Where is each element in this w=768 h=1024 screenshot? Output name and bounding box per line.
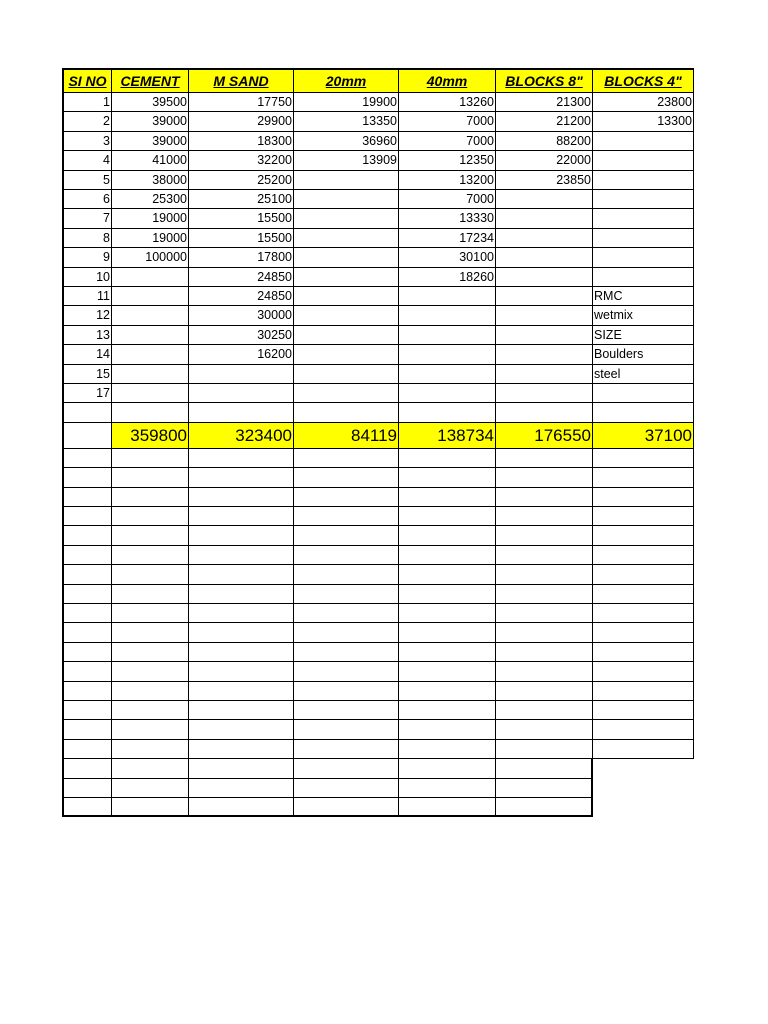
table-cell[interactable]: 22000 [496, 151, 593, 170]
empty-cell[interactable] [593, 585, 694, 604]
table-cell[interactable] [496, 326, 593, 345]
empty-cell[interactable] [496, 585, 593, 604]
table-cell[interactable]: Boulders [593, 345, 694, 364]
table-cell[interactable]: 12350 [399, 151, 496, 170]
empty-cell[interactable] [294, 759, 399, 778]
empty-cell[interactable] [496, 623, 593, 642]
table-cell[interactable] [294, 287, 399, 306]
empty-cell[interactable] [294, 526, 399, 545]
table-cell[interactable]: 7000 [399, 132, 496, 151]
empty-cell[interactable] [189, 526, 294, 545]
table-cell[interactable]: 25200 [189, 171, 294, 190]
table-cell[interactable]: 21200 [496, 112, 593, 131]
empty-cell[interactable] [294, 662, 399, 681]
table-cell[interactable] [496, 306, 593, 325]
empty-cell[interactable] [294, 449, 399, 468]
table-cell[interactable]: 10 [62, 268, 112, 287]
empty-cell[interactable] [294, 701, 399, 720]
empty-cell[interactable] [399, 604, 496, 623]
empty-cell[interactable] [189, 565, 294, 584]
empty-cell[interactable] [62, 759, 112, 778]
empty-cell[interactable] [112, 488, 189, 507]
table-cell[interactable] [112, 306, 189, 325]
empty-cell[interactable] [62, 449, 112, 468]
empty-cell[interactable] [62, 604, 112, 623]
empty-cell[interactable] [399, 682, 496, 701]
empty-cell[interactable] [496, 565, 593, 584]
empty-cell[interactable] [294, 740, 399, 759]
empty-cell[interactable] [294, 585, 399, 604]
empty-cell[interactable] [496, 643, 593, 662]
table-cell[interactable]: 21300 [496, 93, 593, 112]
table-cell[interactable]: 1 [62, 93, 112, 112]
empty-cell[interactable] [189, 546, 294, 565]
table-cell[interactable]: 13200 [399, 171, 496, 190]
empty-cell[interactable] [294, 507, 399, 526]
empty-cell[interactable] [62, 468, 112, 487]
table-cell[interactable] [496, 229, 593, 248]
table-cell[interactable]: 100000 [112, 248, 189, 267]
table-cell[interactable]: 8 [62, 229, 112, 248]
empty-cell[interactable] [496, 662, 593, 681]
table-cell[interactable] [294, 190, 399, 209]
table-cell[interactable]: 18300 [189, 132, 294, 151]
header-cell[interactable]: BLOCKS 4" [593, 68, 694, 93]
empty-cell[interactable] [593, 565, 694, 584]
table-cell[interactable] [112, 384, 189, 403]
empty-cell[interactable] [112, 449, 189, 468]
table-cell[interactable]: 19000 [112, 209, 189, 228]
table-cell[interactable] [294, 365, 399, 384]
empty-cell[interactable] [399, 740, 496, 759]
table-cell[interactable] [294, 229, 399, 248]
spreadsheet [62, 68, 694, 820]
empty-cell[interactable] [189, 468, 294, 487]
empty-cell[interactable] [399, 643, 496, 662]
total-cell[interactable]: 37100 [593, 423, 694, 449]
empty-cell[interactable] [399, 798, 496, 817]
empty-cell[interactable] [112, 701, 189, 720]
table-cell[interactable] [294, 171, 399, 190]
table-cell[interactable] [189, 365, 294, 384]
empty-cell[interactable] [62, 526, 112, 545]
table-cell[interactable] [62, 403, 112, 422]
table-cell[interactable]: 15500 [189, 209, 294, 228]
empty-cell[interactable] [294, 488, 399, 507]
table-cell[interactable] [593, 229, 694, 248]
empty-cell[interactable] [189, 740, 294, 759]
empty-cell[interactable] [62, 779, 112, 798]
empty-cell[interactable] [62, 798, 112, 817]
empty-cell[interactable] [189, 779, 294, 798]
empty-cell[interactable] [399, 449, 496, 468]
empty-cell[interactable] [62, 546, 112, 565]
table-cell[interactable]: 13350 [294, 112, 399, 131]
header-cell[interactable]: CEMENT [112, 68, 189, 93]
empty-cell[interactable] [294, 643, 399, 662]
table-cell[interactable]: 32200 [189, 151, 294, 170]
table-cell[interactable]: 15500 [189, 229, 294, 248]
table-cell[interactable]: 13330 [399, 209, 496, 228]
table-cell[interactable]: 17800 [189, 248, 294, 267]
empty-cell[interactable] [593, 701, 694, 720]
table-cell[interactable]: 30000 [189, 306, 294, 325]
empty-cell[interactable] [496, 682, 593, 701]
table-cell[interactable] [593, 384, 694, 403]
table-cell[interactable]: SIZE [593, 326, 694, 345]
table-cell[interactable] [593, 403, 694, 422]
empty-cell[interactable] [593, 740, 694, 759]
empty-cell[interactable] [189, 643, 294, 662]
table-cell[interactable]: 23850 [496, 171, 593, 190]
table-cell[interactable] [593, 209, 694, 228]
table-cell[interactable]: 11 [62, 287, 112, 306]
table-cell[interactable] [593, 132, 694, 151]
empty-cell[interactable] [593, 643, 694, 662]
table-cell[interactable] [294, 345, 399, 364]
empty-cell[interactable] [399, 701, 496, 720]
table-cell[interactable] [496, 384, 593, 403]
empty-cell[interactable] [189, 488, 294, 507]
empty-cell[interactable] [189, 798, 294, 817]
empty-cell[interactable] [112, 720, 189, 739]
empty-cell[interactable] [189, 682, 294, 701]
table-cell[interactable] [399, 306, 496, 325]
empty-cell[interactable] [189, 585, 294, 604]
empty-cell[interactable] [62, 682, 112, 701]
empty-cell[interactable] [62, 623, 112, 642]
table-cell[interactable]: 30250 [189, 326, 294, 345]
empty-cell[interactable] [112, 662, 189, 681]
empty-cell[interactable] [399, 585, 496, 604]
empty-cell[interactable] [496, 546, 593, 565]
table-cell[interactable] [399, 345, 496, 364]
empty-cell[interactable] [189, 759, 294, 778]
table-cell[interactable] [112, 268, 189, 287]
empty-cell[interactable] [399, 468, 496, 487]
total-cell[interactable] [62, 423, 112, 449]
total-cell[interactable]: 138734 [399, 423, 496, 449]
table-cell[interactable] [593, 268, 694, 287]
total-cell[interactable]: 84119 [294, 423, 399, 449]
table-cell[interactable]: 25100 [189, 190, 294, 209]
table-cell[interactable]: 12 [62, 306, 112, 325]
empty-cell[interactable] [62, 740, 112, 759]
empty-cell[interactable] [496, 740, 593, 759]
empty-cell[interactable] [294, 682, 399, 701]
table-cell[interactable]: 13 [62, 326, 112, 345]
empty-cell[interactable] [112, 565, 189, 584]
table-cell[interactable]: 2 [62, 112, 112, 131]
empty-cell[interactable] [593, 682, 694, 701]
empty-cell[interactable] [496, 779, 593, 798]
table-cell[interactable]: 13260 [399, 93, 496, 112]
empty-cell[interactable] [399, 779, 496, 798]
table-cell[interactable]: 39500 [112, 93, 189, 112]
empty-cell[interactable] [112, 759, 189, 778]
empty-cell[interactable] [294, 546, 399, 565]
table-cell[interactable]: 36960 [294, 132, 399, 151]
header-cell[interactable]: SI NO [62, 68, 112, 93]
empty-cell[interactable] [496, 449, 593, 468]
empty-cell[interactable] [112, 507, 189, 526]
empty-cell[interactable] [496, 488, 593, 507]
empty-cell[interactable] [112, 623, 189, 642]
table-cell[interactable] [112, 345, 189, 364]
empty-cell[interactable] [62, 488, 112, 507]
table-cell[interactable]: RMC [593, 287, 694, 306]
empty-cell[interactable] [189, 720, 294, 739]
table-cell[interactable] [593, 151, 694, 170]
table-cell[interactable]: 3 [62, 132, 112, 151]
table-cell[interactable]: 39000 [112, 132, 189, 151]
table-cell[interactable]: 88200 [496, 132, 593, 151]
table-cell[interactable]: 25300 [112, 190, 189, 209]
empty-cell[interactable] [62, 720, 112, 739]
empty-cell[interactable] [189, 623, 294, 642]
table-cell[interactable] [399, 287, 496, 306]
empty-cell[interactable] [496, 468, 593, 487]
table-cell[interactable] [496, 268, 593, 287]
empty-cell[interactable] [112, 740, 189, 759]
table-cell[interactable]: 39000 [112, 112, 189, 131]
table-cell[interactable] [496, 190, 593, 209]
empty-cell[interactable] [399, 623, 496, 642]
empty-cell[interactable] [496, 759, 593, 778]
header-cell[interactable]: 40mm [399, 68, 496, 93]
table-cell[interactable] [496, 403, 593, 422]
empty-cell[interactable] [399, 507, 496, 526]
table-cell[interactable] [112, 403, 189, 422]
empty-cell[interactable] [496, 604, 593, 623]
table-cell[interactable] [294, 306, 399, 325]
table-cell[interactable]: 5 [62, 171, 112, 190]
table-cell[interactable] [399, 384, 496, 403]
header-cell[interactable]: 20mm [294, 68, 399, 93]
empty-cell[interactable] [496, 701, 593, 720]
table-cell[interactable]: 24850 [189, 287, 294, 306]
table-cell[interactable] [189, 384, 294, 403]
table-cell[interactable]: 7 [62, 209, 112, 228]
table-cell[interactable] [496, 248, 593, 267]
empty-cell[interactable] [593, 546, 694, 565]
table-cell[interactable]: 17750 [189, 93, 294, 112]
empty-cell[interactable] [399, 565, 496, 584]
table-cell[interactable] [112, 287, 189, 306]
table-cell[interactable]: 30100 [399, 248, 496, 267]
empty-cell[interactable] [496, 526, 593, 545]
table-cell[interactable]: wetmix [593, 306, 694, 325]
table-cell[interactable] [189, 403, 294, 422]
empty-cell[interactable] [62, 701, 112, 720]
empty-cell[interactable] [62, 565, 112, 584]
empty-cell[interactable] [112, 526, 189, 545]
table-cell[interactable]: 16200 [189, 345, 294, 364]
table-cell[interactable]: 7000 [399, 190, 496, 209]
table-cell[interactable]: 9 [62, 248, 112, 267]
empty-cell[interactable] [189, 507, 294, 526]
table-cell[interactable]: 13300 [593, 112, 694, 131]
table-cell[interactable] [496, 287, 593, 306]
empty-cell[interactable] [593, 720, 694, 739]
empty-cell[interactable] [593, 526, 694, 545]
table-cell[interactable] [496, 365, 593, 384]
empty-cell[interactable] [593, 449, 694, 468]
table-cell[interactable]: 38000 [112, 171, 189, 190]
empty-cell[interactable] [399, 759, 496, 778]
table-cell[interactable]: 41000 [112, 151, 189, 170]
empty-cell[interactable] [112, 585, 189, 604]
empty-cell[interactable] [62, 643, 112, 662]
empty-cell[interactable] [593, 662, 694, 681]
header-cell[interactable]: BLOCKS 8" [496, 68, 593, 93]
table-cell[interactable] [294, 403, 399, 422]
table-cell[interactable] [593, 171, 694, 190]
table-cell[interactable]: steel [593, 365, 694, 384]
empty-cell[interactable] [294, 604, 399, 623]
empty-cell[interactable] [112, 643, 189, 662]
table-cell[interactable]: 14 [62, 345, 112, 364]
table-cell[interactable]: 6 [62, 190, 112, 209]
table-cell[interactable]: 18260 [399, 268, 496, 287]
empty-cell[interactable] [112, 779, 189, 798]
table-cell[interactable]: 7000 [399, 112, 496, 131]
empty-cell[interactable] [294, 623, 399, 642]
table-cell[interactable] [593, 190, 694, 209]
table-cell[interactable]: 29900 [189, 112, 294, 131]
empty-cell[interactable] [593, 507, 694, 526]
empty-cell[interactable] [62, 585, 112, 604]
table-cell[interactable] [399, 403, 496, 422]
empty-cell[interactable] [294, 798, 399, 817]
empty-cell[interactable] [189, 449, 294, 468]
empty-cell[interactable] [399, 526, 496, 545]
table-cell[interactable] [496, 345, 593, 364]
empty-cell[interactable] [496, 798, 593, 817]
empty-cell[interactable] [112, 546, 189, 565]
table-cell[interactable] [593, 248, 694, 267]
empty-cell[interactable] [294, 720, 399, 739]
empty-cell[interactable] [294, 468, 399, 487]
table-cell[interactable]: 15 [62, 365, 112, 384]
table-cell[interactable]: 4 [62, 151, 112, 170]
empty-cell[interactable] [496, 507, 593, 526]
empty-cell[interactable] [593, 623, 694, 642]
table-cell[interactable]: 13909 [294, 151, 399, 170]
table-cell[interactable] [294, 248, 399, 267]
table-cell[interactable] [399, 365, 496, 384]
table-cell[interactable] [294, 209, 399, 228]
total-cell[interactable]: 323400 [189, 423, 294, 449]
empty-cell[interactable] [112, 682, 189, 701]
empty-cell[interactable] [62, 507, 112, 526]
table-cell[interactable]: 17234 [399, 229, 496, 248]
empty-cell[interactable] [112, 604, 189, 623]
table-cell[interactable]: 23800 [593, 93, 694, 112]
empty-cell[interactable] [593, 604, 694, 623]
table-cell[interactable] [294, 384, 399, 403]
table-cell[interactable]: 24850 [189, 268, 294, 287]
empty-cell[interactable] [593, 488, 694, 507]
header-cell[interactable]: M SAND [189, 68, 294, 93]
total-cell[interactable]: 176550 [496, 423, 593, 449]
empty-cell[interactable] [189, 701, 294, 720]
empty-cell[interactable] [399, 546, 496, 565]
table-cell[interactable]: 17 [62, 384, 112, 403]
empty-cell[interactable] [593, 468, 694, 487]
total-cell[interactable]: 359800 [112, 423, 189, 449]
table-cell[interactable] [112, 365, 189, 384]
empty-cell[interactable] [112, 468, 189, 487]
empty-cell[interactable] [399, 662, 496, 681]
empty-cell[interactable] [294, 565, 399, 584]
empty-cell[interactable] [189, 662, 294, 681]
empty-cell[interactable] [294, 779, 399, 798]
empty-cell[interactable] [399, 488, 496, 507]
empty-cell[interactable] [399, 720, 496, 739]
empty-cell[interactable] [189, 604, 294, 623]
table-cell[interactable] [294, 326, 399, 345]
table-cell[interactable] [399, 326, 496, 345]
empty-cell[interactable] [496, 720, 593, 739]
table-cell[interactable]: 19000 [112, 229, 189, 248]
table-cell[interactable]: 19900 [294, 93, 399, 112]
table-cell[interactable] [294, 268, 399, 287]
empty-cell[interactable] [112, 798, 189, 817]
empty-cell[interactable] [62, 662, 112, 681]
table-cell[interactable] [112, 326, 189, 345]
table-cell[interactable] [496, 209, 593, 228]
